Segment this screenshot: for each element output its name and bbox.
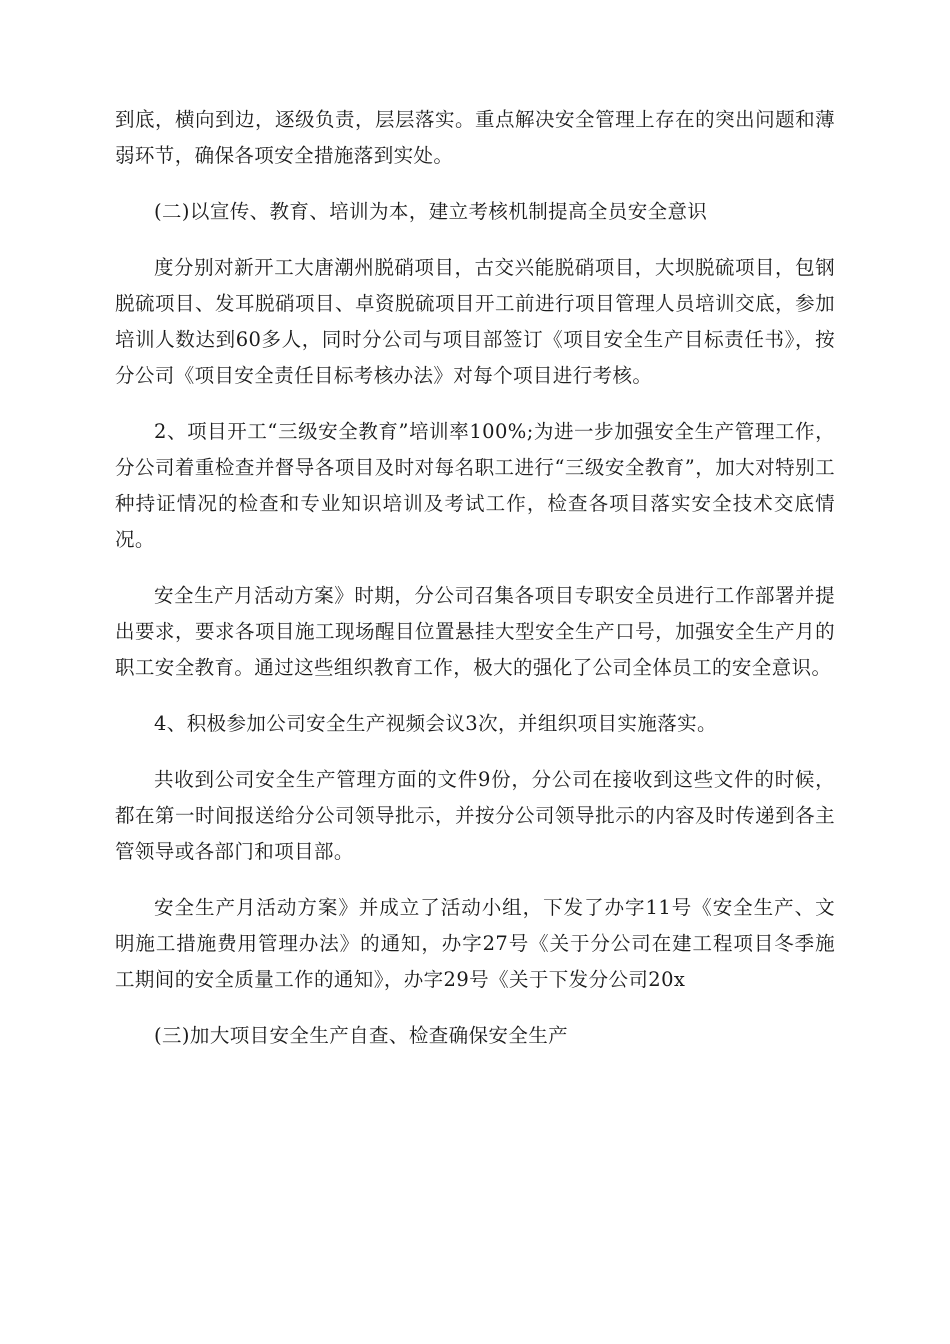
- paragraph-training: 度分别对新开工大唐潮州脱硝项目，古交兴能脱硝项目，大坝脱硫项目，包钢脱硫项目、发耳脱硝项目、卓资脱硫项目开工前进行项目管理人员培训交底，参加培训人数达到60多人，同时分公司与项目部签订《项目安全生产目标责任书》，按分公司《项目安全责任目标考核办法》对每个项目进行考核。: [115, 256, 835, 387]
- section-heading-2: (二)以宣传、教育、培训为本，建立考核机制提高全员安全意识: [154, 200, 708, 223]
- paragraph-item-2: 2、项目开工“三级安全教育”培训率100%;为进一步加强安全生产管理工作，分公司着重检查并督导各项目及时对每名职工进行“三级安全教育”，加大对特别工种持证情况的检查和专业知识培训及考试工作，检查各项目落实安全技术交底情况。: [115, 420, 835, 551]
- document-page: [115, 102, 835, 1074]
- paragraph-activity-plan: 安全生产月活动方案》并成立了活动小组，下发了办字11号《安全生产、文明施工措施费用管理办法》的通知，办字27号《关于分公司在建工程项目冬季施工期间的安全质量工作的通知》，办字29号《关于下发分公司20x: [115, 896, 835, 991]
- section-heading-3: (三)加大项目安全生产自查、检查确保安全生产: [154, 1024, 569, 1047]
- paragraph-item-4: 4、积极参加公司安全生产视频会议3次，并组织项目实施落实。: [154, 712, 717, 735]
- paragraph-continuation: 到底，横向到边，逐级负责，层层落实。重点解决安全管理上存在的突出问题和薄弱环节，确保各项安全措施落到实处。: [115, 108, 835, 167]
- paragraph-safety-month: 安全生产月活动方案》时期，分公司召集各项目专职安全员进行工作部署并提出要求，要求各项目施工现场醒目位置悬挂大型安全生产口号，加强安全生产月的职工安全教育。通过这些组织教育工作，极大的强化了公司全体员工的安全意识。: [115, 584, 835, 679]
- paragraph-documents: 共收到公司安全生产管理方面的文件9份，分公司在接收到这些文件的时候，都在第一时间报送给分公司领导批示，并按分公司领导批示的内容及时传递到各主管领导或各部门和项目部。: [115, 768, 835, 863]
